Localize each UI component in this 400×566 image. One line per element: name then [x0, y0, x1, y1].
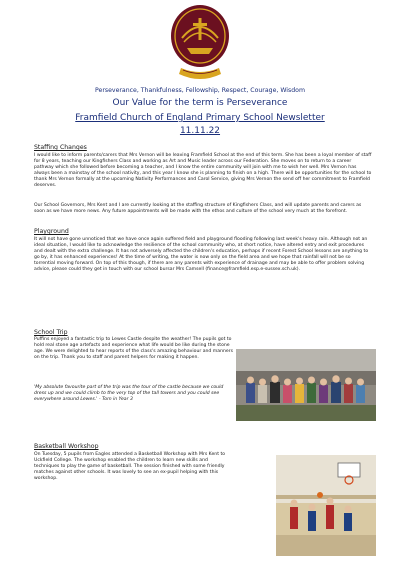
staffing-paragraph-2: Our School Governors, Mrs Kent and I are currently looking at the staffing structure of Kingfishers Class, and will update parents and carers as soon as we have more news. Any future appointments will be made with the ethos and culture of the school very much at the forefront.	[34, 203, 362, 214]
school-values-line: Perseverance, Thankfulness, Fellowship, Respect, Courage, Wisdom	[95, 87, 305, 94]
school-trip-paragraph: Puffins enjoyed a fantastic trip to Lewes Castle despite the weather! The pupils got to hold real stone age artefacts and experience what life would be like during the stone age. We were delighted to hear reports of the class's amazing behaviour and manners on the trip. Thank you to staff and parent helpers for making it happen.	[34, 337, 234, 360]
school-trip-quote: 'My absolute favourite part of the trip was the tour of the castle because we could dress up and we could climb to the very top of the tall towers and you could see everywhere around Lewes.' - Tom in Year 3	[34, 385, 224, 402]
value-of-term: Our Value for the term is Perseverance	[112, 98, 288, 108]
newsletter-date: 11.11.22	[179, 126, 221, 136]
newsletter-title: Framfield Church of England Primary School Newsletter	[75, 113, 325, 123]
school-trip-heading: School Trip	[34, 329, 68, 336]
school-crest-logo	[169, 4, 231, 84]
staffing-paragraph-1: I would like to inform parents/carers that Mrs Vernon will be leaving Framfield School at the end of this term. She has been a loyal member of staff for 8 years, teaching our Kingfishers Class and working as Art and Music leader across our Federation. She moves on to return to a career pathway which she followed before becoming a teacher, and I know the entire community will join with me to wish her well. Mrs Vernon has always been a mainstay of the school nativity, and this year I know she is planning to finish on a high. There will be opportunities for the school to thank Mrs Vernon formally at the upcoming Nativity Performances and Carol Service, giving Mrs Vernon the send off her commitment to Framfield deserves.	[34, 153, 372, 188]
playground-heading: Playground	[34, 228, 69, 235]
staffing-heading: Staffing Changes	[34, 144, 87, 151]
school-trip-photo	[236, 349, 376, 421]
basketball-paragraph: On Tuesday, 5 pupils from Eagles attended a Basketball Workshop with Mrs Kent to Uckfield College. The workshop enabled the children to learn new skills and techniques to play the game of basketball. The session finished with some friendly matches against other schools. It was lovely to see an ex-pupil helping with this workshop.	[34, 452, 226, 481]
basketball-heading: Basketball Workshop	[34, 443, 99, 450]
playground-paragraph: It will not have gone unnoticed that we have once again suffered field and playground flooding following last week's heavy rain. Although not an ideal situation, I would like to acknowledge the resilience of the school community who, at short notice, have altered entry and exit procedures and dealt with the extra challenge. It has not adversely affected the children's education, perhaps if recent Forest School lessons are anything to go by, it has enhanced experiences! At the time of writing, the water is now only on the field area and we hope that rainfall will not be so torrential moving forward. On top of this though, if there are any parents with experience of drainage and may be able to offer problem solving advice, please could they get in touch with our school bursar Mrs Camsell (finance@framfield.esp.e-sussex.sch.uk).	[34, 237, 369, 272]
basketball-photo	[276, 455, 376, 556]
